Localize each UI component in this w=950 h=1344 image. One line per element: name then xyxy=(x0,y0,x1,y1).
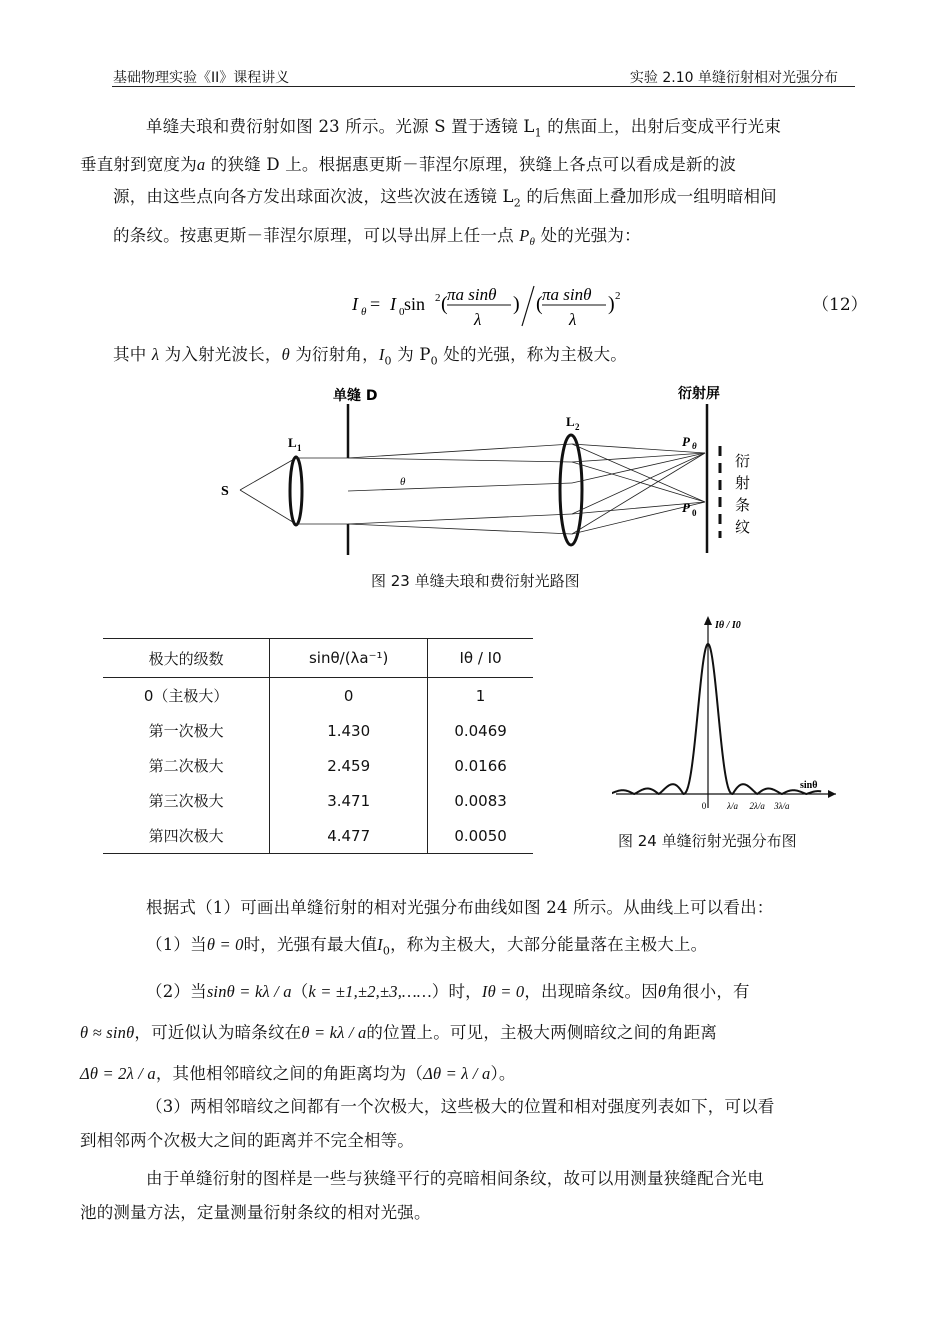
body-p1: 根据式（1）可画出单缝衍射的相对光强分布曲线如图 24 所示。从曲线上可以看出： xyxy=(146,898,774,917)
equation-number: （12） xyxy=(812,295,868,315)
lens2-label: L xyxy=(566,414,575,429)
header-left: 基础物理实验《II》课程讲义 xyxy=(113,70,290,86)
body-p3: （2）当sinθ = kλ / a（k = ±1,±2,±3,……）时，Iθ = 0，出现暗条纹。因θ角很小，有 θ ≈ sinθ，可近似认为暗条纹在θ = kλ / a的位置上。可见，主极大两侧暗纹之间的角距离 Δθ = 2λ / a，其他相邻暗纹之间的角距离均为（Δθ = λ / a）。 xyxy=(80,982,750,1083)
table-header-row xyxy=(103,639,533,678)
lens1-label: L xyxy=(288,435,297,450)
x-axis-arrow xyxy=(828,790,836,798)
theta-label: θ xyxy=(400,476,406,488)
y-axis-label: Iθ / I0 xyxy=(715,620,741,631)
p0-label: P xyxy=(682,500,690,515)
svg-text:): ) xyxy=(608,293,615,315)
body-p6: （3）两相邻暗纹之间都有一个次极大，这些极大的位置和相对强度列表如下，可以看 到相邻两个次极大之间的距离并不完全相等。 xyxy=(80,1097,775,1150)
lens-1 xyxy=(290,457,302,525)
table-row: 第四次极大 4.477 0.0050 xyxy=(103,818,533,854)
figure-24-caption: 图 24 单缝衍射光强分布图 xyxy=(618,832,797,850)
fringe-char-2: 射 xyxy=(735,474,751,492)
x-tick-label: 0 xyxy=(701,801,707,811)
figure-23-caption: 图 23 单缝夫琅和费衍射光路图 xyxy=(371,572,580,590)
intensity-curve xyxy=(612,644,821,794)
x-tick-label: 2λ/a xyxy=(749,801,765,811)
slit-label: 单缝 D xyxy=(333,388,378,404)
fringe-char-1: 衍 xyxy=(735,452,751,470)
where-line: 其中 λ 为入射光波长，θ 为衍射角，$I_0$ 为 $P_0$ 处的光强，称为主极大。 xyxy=(113,345,628,368)
screen-label: 衍射屏 xyxy=(678,386,720,402)
intro-paragraph: 单缝夫琅和费衍射如图 23 所示。光源 S 置于透镜 $L_1$ 的焦面上，出射后变成平行光束 垂直射到宽度为a 的狭缝 D 上。根据惠更斯－菲涅尔原理，狭缝上各点可以看成是新的波 源，由这些点向各方发出球面次波，这些次波在透镜 $L_2$ 的后焦面上叠加形成一组明暗相间 的条纹。按惠更斯－菲涅尔原理，可以导出屏上任一点 $P_\theta$ 处的光强为： xyxy=(80,117,782,248)
svg-text:I: I xyxy=(390,294,396,314)
y-axis-arrow xyxy=(704,616,712,625)
fringe-char-3: 条 xyxy=(735,496,751,514)
svg-text:θ: θ xyxy=(361,306,367,318)
svg-text:I: I xyxy=(352,294,358,314)
svg-text:πa sinθ: πa sinθ xyxy=(447,285,497,304)
svg-text:sin: sin xyxy=(404,294,426,314)
body-p2: （1）当θ = 0时，光强有最大值$I_0$，称为主极大，大部分能量落在主极大上。 xyxy=(146,935,708,958)
svg-text:0: 0 xyxy=(399,306,405,318)
col-order: 极大的级数 xyxy=(103,639,270,678)
svg-text:): ) xyxy=(513,293,520,315)
table-row: 第一次极大 1.430 0.0469 xyxy=(103,713,533,748)
lens-2 xyxy=(560,435,582,545)
table-row: 第二次极大 2.459 0.0166 xyxy=(103,748,533,783)
header-right: 实验 2.10 单缝衍射相对光强分布 xyxy=(629,70,838,86)
equation-12 xyxy=(350,282,650,337)
svg-text:(: ( xyxy=(536,293,543,315)
secondary-maxima-table xyxy=(103,638,533,854)
figure-24-intensity-chart xyxy=(612,612,842,822)
fringe-char-4: 纹 xyxy=(735,518,751,536)
source-label: S xyxy=(221,484,229,499)
x-axis-label: sinθ xyxy=(800,780,818,791)
svg-text:λ: λ xyxy=(569,310,577,329)
table-row: 0（主极大） 0 1 xyxy=(103,678,533,714)
equation-svg xyxy=(350,282,650,332)
x-tick-label: 3λ/a xyxy=(774,801,790,811)
svg-text:2: 2 xyxy=(575,422,580,432)
svg-text:2: 2 xyxy=(435,292,441,304)
figure-23-optical-path xyxy=(200,378,780,568)
table-row: 第三次极大 3.471 0.0083 xyxy=(103,783,533,818)
header-rule xyxy=(112,86,855,87)
p-theta-label: P xyxy=(682,434,690,449)
x-tick-label: λ/a xyxy=(727,801,739,811)
svg-text:1: 1 xyxy=(297,443,302,453)
svg-text:(: ( xyxy=(441,293,448,315)
svg-text:2: 2 xyxy=(615,290,621,302)
svg-text:πa sinθ: πa sinθ xyxy=(542,285,592,304)
svg-text:0: 0 xyxy=(692,508,697,518)
svg-text:θ: θ xyxy=(692,441,697,451)
col-intensity: Iθ / I0 xyxy=(428,639,533,678)
col-position: sinθ/(λa⁻¹) xyxy=(270,639,428,678)
svg-text:=: = xyxy=(370,294,381,314)
svg-text:λ: λ xyxy=(474,310,482,329)
body-p8: 由于单缝衍射的图样是一些与狭缝平行的亮暗相间条纹，故可以用测量狭缝配合光电 池的测量方法，定量测量衍射条纹的相对光强。 xyxy=(80,1169,764,1222)
